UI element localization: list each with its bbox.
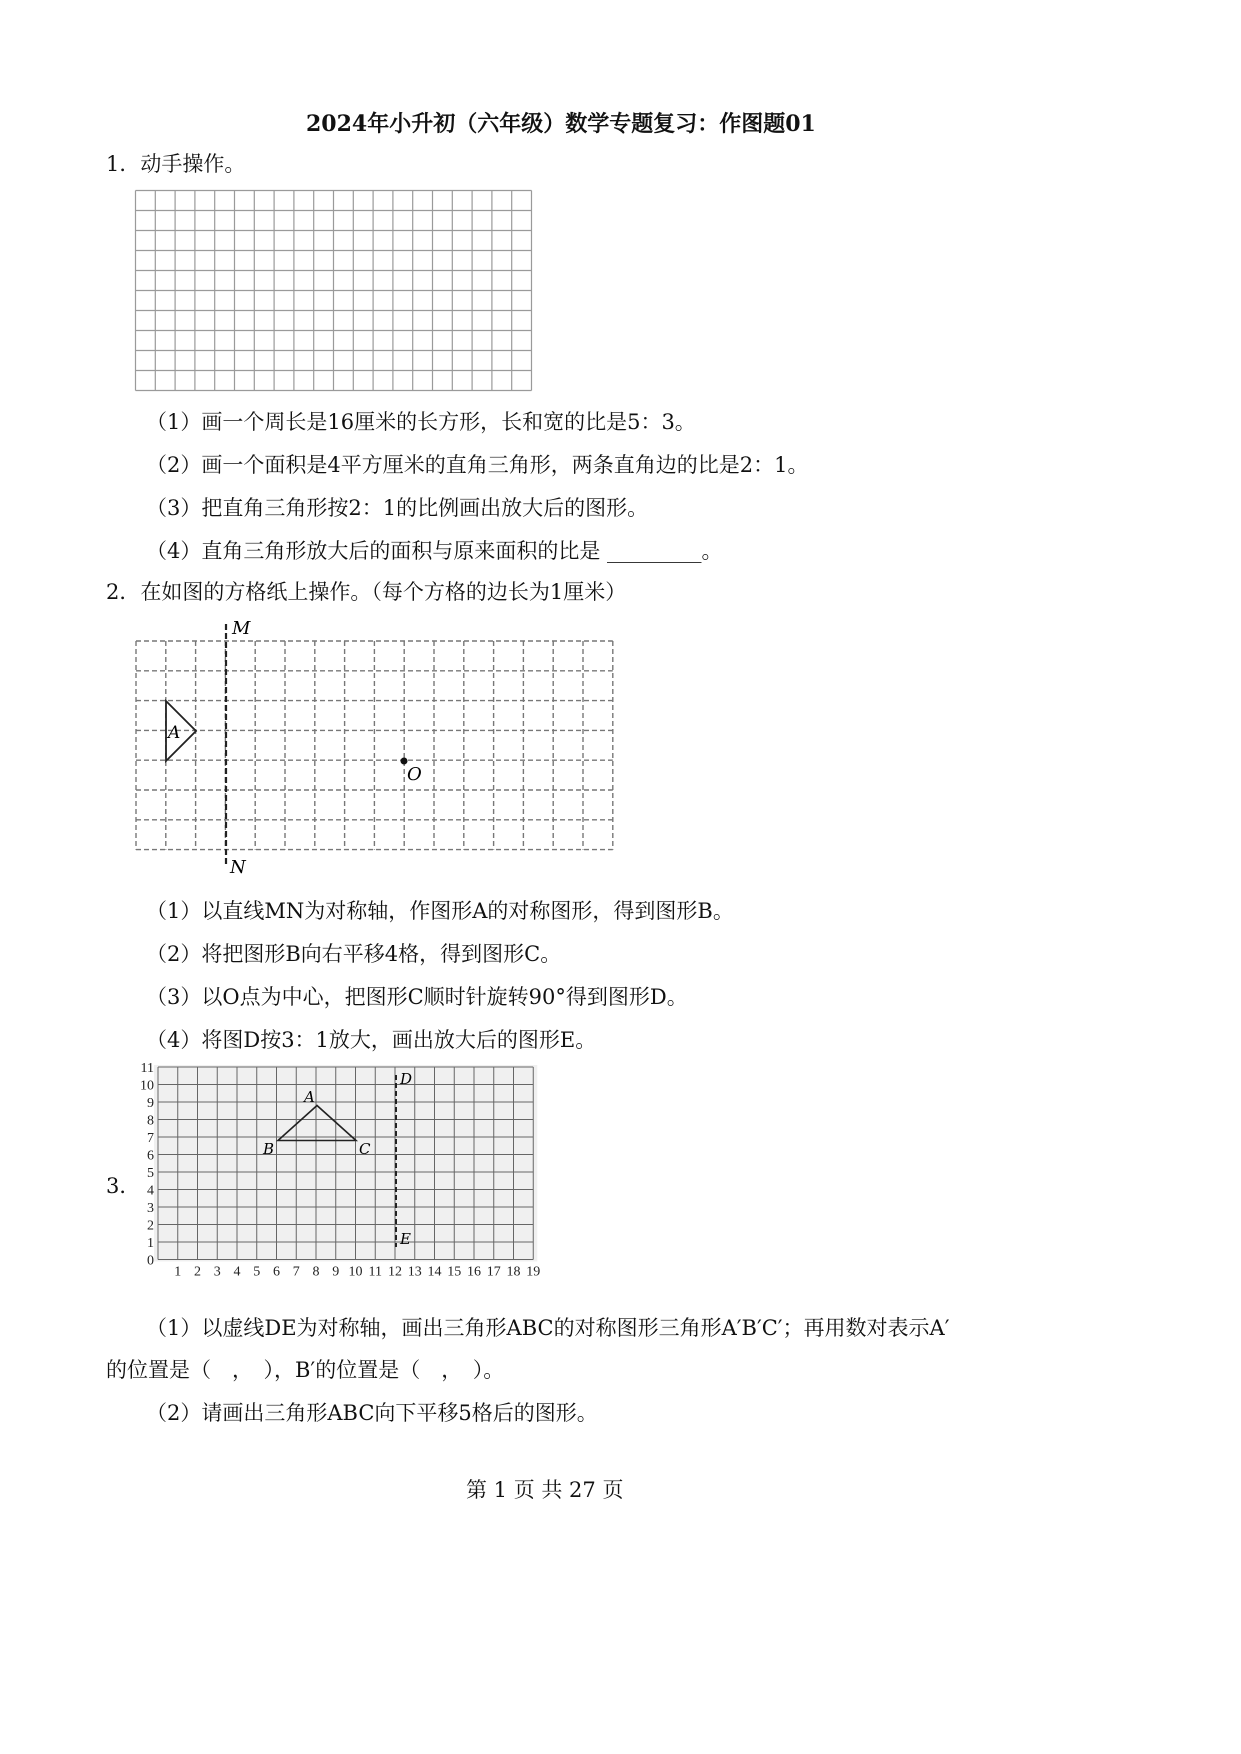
q1-item-3: （3）把直角三角形按2：1的比例画出放大后的图形。 (146, 496, 649, 520)
x-tick-label: 19 (526, 1264, 541, 1280)
y-tick-label: 6 (147, 1148, 154, 1164)
y-tick-label: 3 (147, 1201, 154, 1216)
grid-background (154, 1065, 537, 1262)
label-a-vertex: A (304, 1088, 315, 1106)
x-tick-label: 4 (233, 1264, 241, 1280)
x-tick-label: 3 (213, 1264, 221, 1280)
x-tick-label: 6 (273, 1264, 280, 1280)
q3-number: 3． (106, 1174, 141, 1198)
x-tick-label: 11 (368, 1264, 382, 1280)
x-tick-label: 8 (312, 1264, 320, 1280)
x-tick-label: 15 (447, 1264, 462, 1280)
y-tick-label: 7 (147, 1131, 154, 1146)
label-n: N (230, 857, 246, 878)
x-tick-label: 14 (427, 1264, 442, 1280)
x-tick-label: 12 (388, 1264, 402, 1280)
x-tick-label: 13 (407, 1264, 422, 1280)
y-tick-label: 10 (140, 1078, 154, 1094)
q2-grid (134, 616, 614, 876)
x-tick-label: 5 (253, 1264, 261, 1280)
label-o: O (407, 764, 422, 785)
x-tick-label: 9 (332, 1264, 340, 1280)
q3-item-1-line-2: 的位置是（ ， ），B′的位置是（ ， ）。 (106, 1358, 505, 1382)
y-tick-label: 9 (147, 1096, 154, 1111)
q1-heading: 1．动手操作。 (106, 152, 246, 176)
q2-item-1: （1）以直线MN为对称轴，作图形A的对称图形，得到图形B。 (146, 899, 734, 923)
q3-item-2: （2）请画出三角形ABC向下平移5格后的图形。 (146, 1401, 598, 1425)
y-tick-label: 11 (140, 1061, 154, 1076)
label-d: D (400, 1070, 413, 1088)
y-tick-label: 2 (147, 1218, 154, 1234)
label-b-vertex: B (263, 1140, 275, 1158)
x-tick-label: 17 (486, 1264, 501, 1280)
x-tick-label: 1 (174, 1264, 182, 1280)
x-tick-label: 7 (292, 1264, 300, 1280)
q1-item-2: （2）画一个面积是4平方厘米的直角三角形，两条直角边的比是2：1。 (146, 453, 809, 477)
label-m: M (232, 618, 251, 639)
q2-item-3: （3）以O点为中心，把图形C顺时针旋转90°得到图形D。 (146, 985, 688, 1009)
label-c-vertex: C (359, 1140, 371, 1158)
q1-item-1: （1）画一个周长是16厘米的长方形，长和宽的比是5：3。 (146, 410, 696, 434)
q1-grid (135, 190, 533, 392)
y-tick-label: 8 (147, 1113, 154, 1129)
q3-grid (134, 1062, 544, 1284)
q1-item-4: （4）直角三角形放大后的面积与原来面积的比是 _________。 (146, 539, 723, 563)
q2-heading: 2．在如图的方格纸上操作。（每个方格的边长为1厘米） (106, 580, 627, 604)
y-tick-label: 5 (147, 1166, 154, 1181)
y-tick-label: 1 (147, 1236, 154, 1251)
y-tick-label: 4 (147, 1183, 154, 1199)
x-tick-label: 18 (506, 1264, 521, 1280)
y-tick-label: 0 (147, 1253, 154, 1269)
page-footer: 第 1 页 共 27 页 (466, 1478, 624, 1502)
q2-item-4: （4）将图D按3：1放大，画出放大后的图形E。 (146, 1028, 597, 1052)
x-tick-label: 2 (194, 1264, 201, 1280)
page-title: 2024年小升初（六年级）数学专题复习：作图题01 (306, 111, 816, 137)
q2-item-2: （2）将把图形B向右平移4格，得到图形C。 (146, 942, 562, 966)
x-tick-label: 16 (467, 1264, 481, 1280)
q3-item-1-line-1: （1）以虚线DE为对称轴，画出三角形ABC的对称图形三角形A′B′C′；再用数对表示A′ (146, 1316, 950, 1340)
label-e: E (400, 1230, 411, 1248)
label-a: A (168, 723, 181, 743)
x-tick-label: 10 (348, 1264, 363, 1280)
